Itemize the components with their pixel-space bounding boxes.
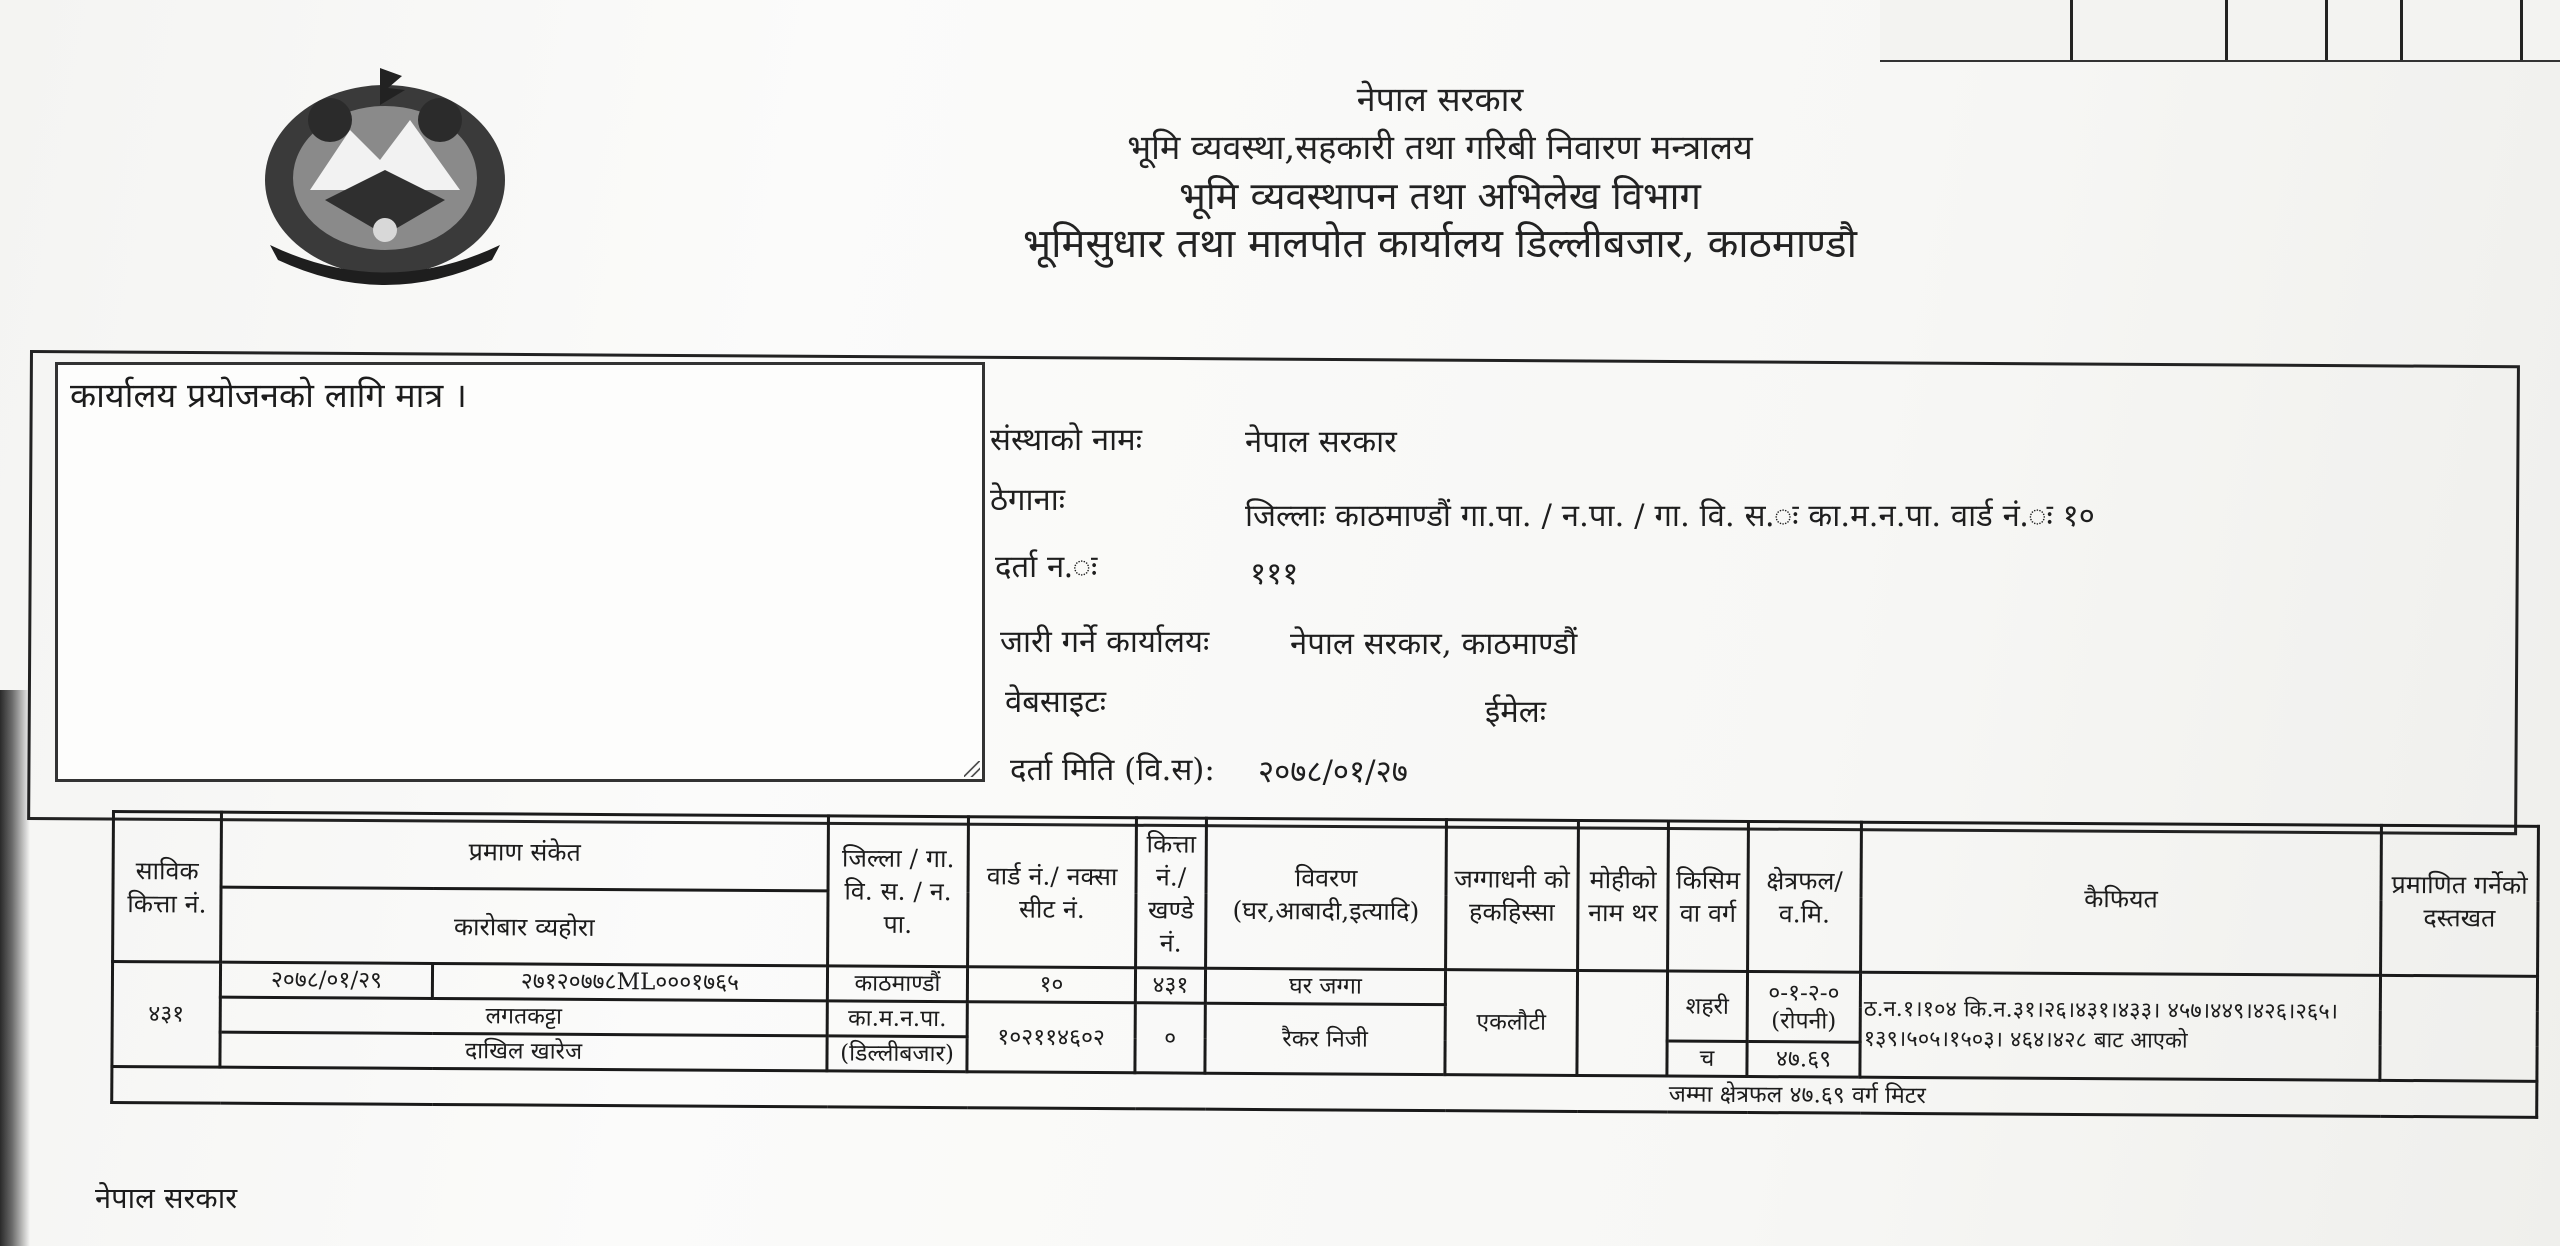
header-old-kitta: साविक कित्ता नं.: [113, 812, 222, 963]
nepal-emblem-logo: [230, 60, 540, 290]
underlying-page: [1880, 0, 2560, 62]
header-kitta: कित्ता नं./ खण्डे नं.: [1136, 818, 1207, 968]
total-area: जम्मा क्षेत्रफल ४७.६९ वर्ग मिटर: [1667, 1076, 2537, 1117]
resize-grip-icon[interactable]: [964, 761, 980, 777]
reg-date-value: २०७८/०१/२७: [1258, 754, 1408, 790]
email-label: ईमेलः: [1485, 694, 1547, 730]
reg-no-label: दर्ता न.ः: [995, 549, 1098, 585]
header-share: जग्गाधनी को हकहिस्सा: [1446, 820, 1579, 971]
header-transaction: कारोबार व्यहोरा: [221, 887, 828, 966]
reg-no-value: १११: [1250, 556, 1299, 592]
cell-desc-1: घर जग्गा: [1205, 968, 1445, 1004]
cell-date: २०७८/०१/२९: [220, 962, 432, 998]
org-name-value: नेपाल सरकार: [1245, 424, 1397, 460]
document-header: [900, 76, 1980, 268]
cell-district-3: (डिल्लीबजार): [827, 1036, 967, 1072]
land-register-table: [110, 810, 2540, 1119]
area-ropani-value: ०-१-२-०: [1768, 979, 1840, 1007]
cell-district-2: का.म.न.पा.: [827, 1001, 967, 1037]
issuing-office-value: नेपाल सरकार, काठमाण्डौं: [1290, 626, 1578, 662]
issuing-office-label: जारी गर्ने कार्यालयः: [1000, 624, 1210, 660]
header-certify: प्रमाणित गर्नेको दस्तखत: [2381, 825, 2539, 976]
header-type: किसिम वा वर्ग: [1668, 821, 1749, 971]
cell-area-sqm: ४७.६९: [1747, 1041, 1860, 1077]
office-title: भूमिसुधार तथा मालपोत कार्यालय डिल्लीबजार, काठमाण्डौ: [1023, 221, 1857, 267]
cell-certify: [2380, 975, 2538, 1081]
cell-sheet: १०२११४६०२: [967, 1002, 1135, 1073]
office-use-label: कार्यालय प्रयोजनको लागि मात्र ।: [70, 376, 467, 416]
cell-share: एकलौटी: [1445, 970, 1578, 1076]
cell-kitta: ४३१: [1135, 968, 1205, 1003]
header-ward: वार्ड नं./ नक्सा सीट नं.: [968, 817, 1137, 968]
cell-area-1: [1747, 971, 1860, 1042]
reg-date-label: दर्ता मिति (वि.स):: [1010, 752, 1215, 788]
website-label: वेबसाइटः: [1005, 684, 1107, 720]
cell-khande: ०: [1135, 1003, 1205, 1073]
department-title: भूमि व्यवस्थापन तथा अभिलेख विभाग: [1179, 174, 1701, 218]
cell-tenant: [1577, 970, 1668, 1076]
page-edge-shadow: [0, 690, 30, 1246]
cell-type-2: च: [1667, 1041, 1747, 1076]
cell-transaction-2: दाखिल खारेज: [220, 1032, 827, 1071]
cell-remarks: ठ.न.१।१०४ कि.न.३१।२६।४३१।४३३। ४५७।४४९।४२६।२६५।१३९।५०५।१५०३। ४६४।४२८ बाट आएको: [1860, 972, 2381, 1080]
address-value: जिल्लाः काठमाण्डौं गा.पा. / न.पा. / गा. वि. स.ः का.म.न.पा. वार्ड नं.ः १०: [1245, 498, 2095, 534]
ministry-title: भूमि व्यवस्था,सहकारी तथा गरिबी निवारण मन्त्रालय: [1127, 128, 1753, 168]
header-tenant: मोहीको नाम थर: [1578, 820, 1669, 971]
area-ropani-unit: (रोपनी): [1771, 1007, 1837, 1035]
cell-transaction-1: लगतकट्टा: [220, 997, 827, 1036]
cell-code: २७१२०७७८ML०००१७६५: [432, 963, 827, 1000]
cell-ward: १०: [967, 967, 1135, 1003]
org-name-label: संस्थाको नामः: [990, 422, 1142, 458]
header-district: जिल्ला / गा. वि. स. / न. पा.: [828, 816, 969, 967]
header-area: क्षेत्रफल/ व.मि.: [1748, 821, 1862, 972]
cell-desc-2: रैकर निजी: [1205, 1003, 1445, 1074]
header-remarks: कैफियत: [1861, 822, 2382, 975]
address-label: ठेगानाः: [990, 482, 1065, 518]
cell-district-1: काठमाण्डौं: [827, 966, 967, 1002]
office-use-box[interactable]: [55, 362, 985, 782]
cell-type-1: शहरी: [1667, 971, 1747, 1041]
header-proof-code: प्रमाण संकेत: [221, 812, 828, 891]
header-description: विवरण (घर,आबादी,इत्यादि): [1206, 818, 1447, 969]
government-title: नेपाल सरकार: [1356, 80, 1524, 120]
footer-signature-text: नेपाल सरकार: [95, 1181, 238, 1215]
cell-old-kitta: ४३१: [112, 962, 221, 1068]
